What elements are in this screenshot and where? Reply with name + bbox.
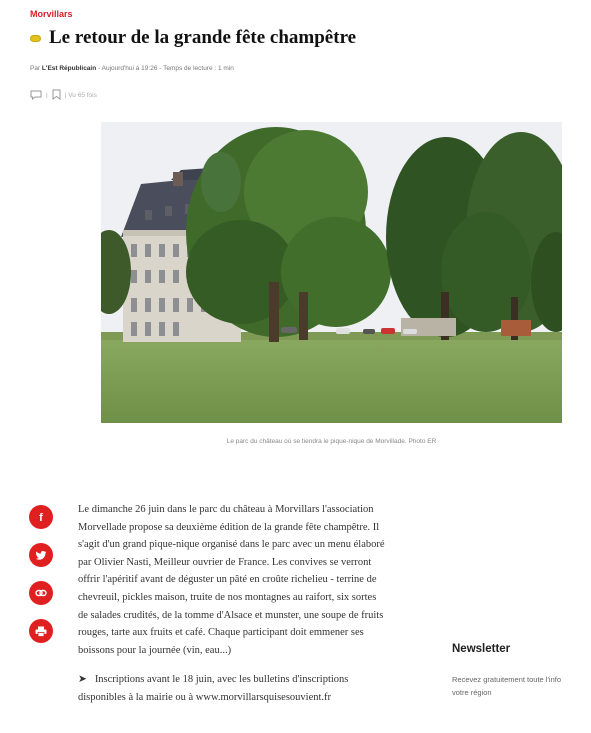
article-line: rouges, tarte aux fruits et café. Chaque participant doit emmener ses <box>78 627 364 639</box>
newsletter-line: Recevez gratuitement toute l'info <box>452 675 561 684</box>
bullet-line: disponibles à la mairie ou à www.morvillarsquisesouvient.fr <box>78 691 332 703</box>
byline-date: - Aujourd'hui à 19:26 - <box>96 65 164 72</box>
twitter-icon <box>35 550 47 560</box>
article-line: boissons pour la journée (vin, eau...) <box>78 644 232 656</box>
copy-link-button[interactable] <box>29 581 53 605</box>
article-tools <box>30 89 97 102</box>
article-line: par Olivier Nasti, Meilleur ouvrier de France. Les convives se verront <box>78 556 372 568</box>
byline <box>30 65 234 72</box>
article-photo[interactable] <box>101 122 562 423</box>
link-icon <box>35 589 47 597</box>
comment-icon[interactable] <box>30 90 42 102</box>
arrow-icon: ➤ <box>78 674 87 685</box>
newsletter-text <box>452 673 588 699</box>
newsletter-line: votre région <box>452 688 492 697</box>
reading-time: Temps de lecture : 1 min <box>163 65 234 72</box>
bullet-line: Inscriptions avant le 18 juin, avec les bulletins d'inscriptions <box>94 674 349 685</box>
article-line: Morvellade propose sa deuxième édition de la grande fête champêtre. Il <box>78 521 380 533</box>
article-line: de salades crudités, de la tomme d'Alsace et munster, une soupe de fruits <box>78 609 384 621</box>
section-kicker[interactable]: Morvillars <box>30 9 73 19</box>
print-button[interactable] <box>29 619 53 643</box>
premium-badge-icon <box>30 35 41 42</box>
article-body <box>78 501 433 659</box>
article-title: Le retour de la grande fête champêtre <box>49 27 357 48</box>
share-bar <box>29 505 53 643</box>
facebook-icon <box>36 511 46 523</box>
tools-divider: | <box>46 92 48 99</box>
article-bullet <box>78 671 433 706</box>
title-row <box>30 27 356 49</box>
article-paragraph <box>78 501 433 659</box>
article-line: offrir l'apéritif avant de déguster un pâté en croûte richelieu - terrine de <box>78 574 377 586</box>
article-line: s'agit d'un grand pique-nique organisé dans le parc avec un menu élaboré <box>78 539 385 551</box>
newsletter-title: Newsletter <box>452 643 511 655</box>
bookmark-icon[interactable] <box>52 89 61 102</box>
svg-text:f: f <box>39 512 43 523</box>
byline-author: L'Est Républicain <box>41 65 97 72</box>
facebook-share-button[interactable] <box>29 505 53 529</box>
byline-prefix: Par <box>30 65 42 72</box>
article-line: chevreuil, pickles maison, truite de nos montagnes au raifort, six sortes <box>78 591 377 603</box>
twitter-share-button[interactable] <box>29 543 53 567</box>
photo-caption: Le parc du château où se tiendra le pique-nique de Morvillade. Photo ER <box>226 438 437 445</box>
print-icon <box>35 626 47 637</box>
article-line: Le dimanche 26 juin dans le parc du château à Morvillars l'association <box>78 504 374 515</box>
view-count: | Vu 65 fois <box>64 92 97 99</box>
